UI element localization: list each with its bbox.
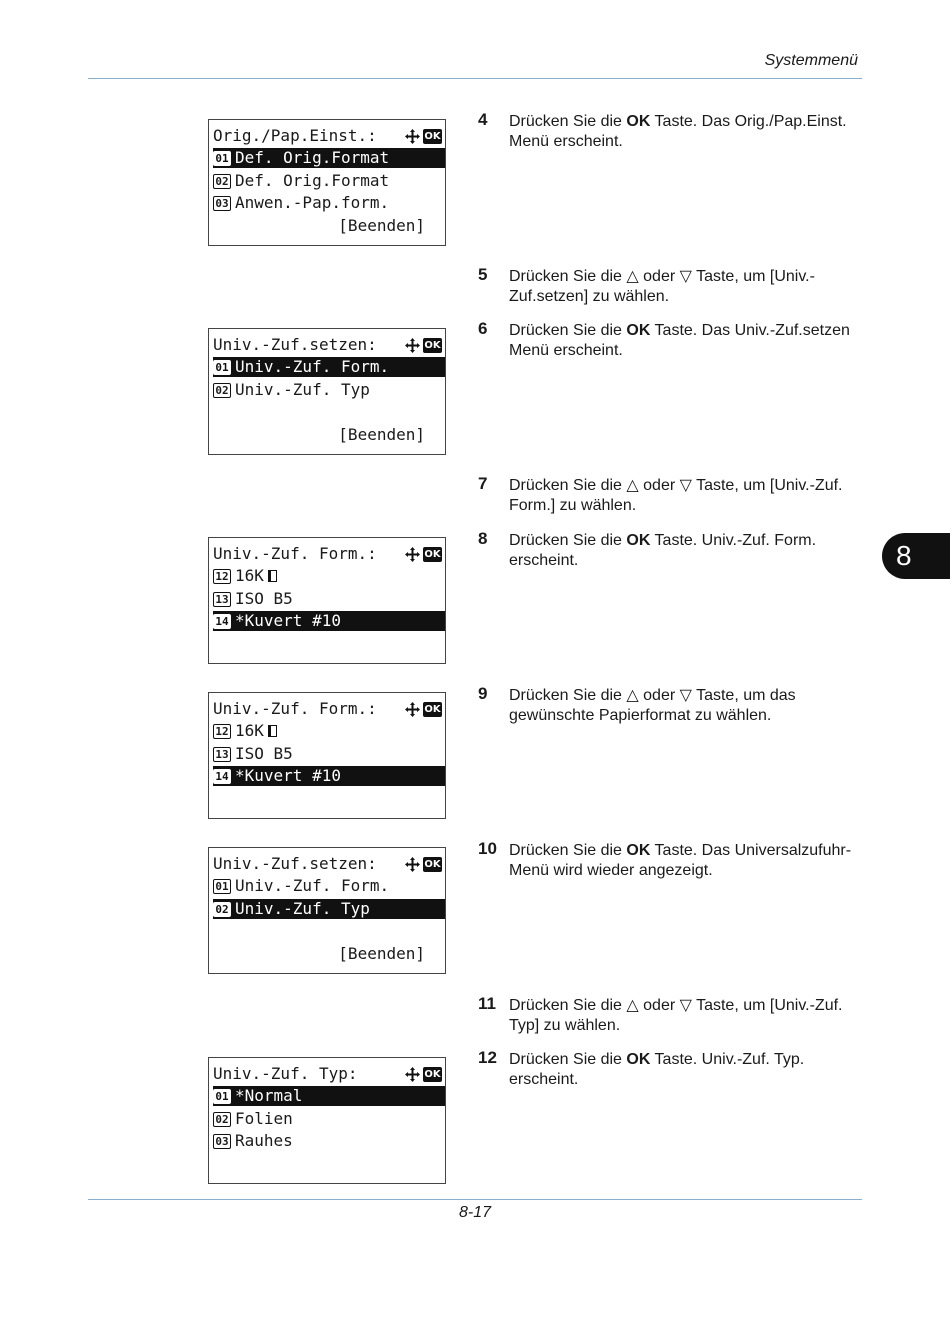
running-header: Systemmenü — [764, 52, 858, 69]
exit-label: [Beenden] — [338, 216, 425, 235]
step-number: 4 — [478, 110, 488, 129]
lcd-screen — [208, 119, 446, 246]
menu-item-number: 03 — [213, 196, 231, 211]
lcd-screen — [208, 847, 446, 974]
menu-item-label: Univ.-Zuf. Typ — [235, 899, 370, 918]
lcd-screen — [208, 1057, 446, 1184]
menu-item-number: 03 — [213, 1134, 231, 1149]
menu-item-number: 12 — [213, 569, 231, 584]
menu-item-number: 01 — [213, 879, 231, 894]
lcd-menu-item — [213, 193, 445, 213]
step-number: 10 — [478, 839, 497, 858]
menu-item-number: 14 — [213, 769, 231, 784]
menu-item-label: Anwen.-Pap.form. — [235, 193, 390, 212]
lcd-title: Univ.-Zuf.setzen: — [213, 854, 377, 873]
ok-key-icon: OK — [424, 548, 441, 560]
menu-item-number: 13 — [213, 747, 231, 762]
lcd-menu-item — [213, 357, 445, 377]
step-number: 7 — [478, 474, 488, 493]
menu-item-label: Univ.-Zuf. Typ — [235, 380, 370, 399]
lcd-menu-item — [213, 380, 445, 400]
lcd-title: Univ.-Zuf. Typ: — [213, 1064, 358, 1083]
paper-orientation-icon — [268, 725, 277, 737]
lcd-screen — [208, 692, 446, 819]
lcd-nav-icons — [404, 545, 442, 563]
lcd-menu-item — [213, 566, 445, 586]
step-text: Drücken Sie die OK Taste. Das Orig./Pap.Einst. Menü erscheint. — [509, 113, 847, 150]
lcd-title: Univ.-Zuf. Form.: — [213, 699, 377, 718]
step-number: 12 — [478, 1048, 497, 1067]
lcd-nav-icons — [404, 127, 442, 145]
chapter-tab: 8 — [882, 533, 950, 579]
step-text: Drücken Sie die △ oder ▽ Taste, um [Univ.-Zuf. Typ] zu wählen. — [509, 997, 843, 1034]
four-way-arrow-icon — [404, 128, 421, 145]
ok-key-icon: OK — [424, 703, 441, 715]
four-way-arrow-icon — [404, 337, 421, 354]
step-number: 8 — [478, 529, 488, 548]
step-number: 5 — [478, 265, 488, 284]
ok-key-label: OK — [626, 842, 651, 859]
lcd-footer — [213, 944, 445, 964]
four-way-arrow-icon — [404, 1066, 421, 1083]
lcd-menu-item — [213, 766, 445, 786]
lcd-menu-item — [213, 876, 445, 896]
lcd-menu-item — [213, 589, 445, 609]
lcd-nav-icons — [404, 1065, 442, 1083]
menu-item-number: 01 — [213, 360, 231, 375]
menu-item-number: 02 — [213, 1112, 231, 1127]
step-text: Drücken Sie die OK Taste. Das Univ.-Zuf.setzen Menü erscheint. — [509, 322, 850, 359]
lcd-title: Orig./Pap.Einst.: — [213, 126, 377, 145]
lcd-menu-item — [213, 171, 445, 191]
menu-item-label: Def. Orig.Format — [235, 171, 390, 190]
menu-item-label: Univ.-Zuf. Form. — [235, 357, 390, 376]
lcd-menu-item — [213, 1086, 445, 1106]
step-text: Drücken Sie die OK Taste. Univ.-Zuf. Typ. erscheint. — [509, 1051, 805, 1088]
header-rule — [88, 78, 862, 79]
lcd-footer — [213, 425, 445, 445]
step-text: Drücken Sie die △ oder ▽ Taste, um [Univ.-Zuf.setzen] zu wählen. — [509, 268, 815, 305]
step-number: 9 — [478, 684, 488, 703]
four-way-arrow-icon — [404, 856, 421, 873]
menu-item-label: *Normal — [235, 1086, 303, 1105]
footer-rule — [88, 1199, 862, 1200]
menu-item-number: 02 — [213, 902, 231, 917]
lcd-menu-item — [213, 721, 445, 741]
menu-item-number: 12 — [213, 724, 231, 739]
menu-item-label: 16K — [235, 566, 264, 585]
exit-label: [Beenden] — [338, 944, 425, 963]
menu-item-label: ISO B5 — [235, 589, 293, 608]
menu-item-label: ISO B5 — [235, 744, 293, 763]
step-text: Drücken Sie die △ oder ▽ Taste, um das gewünschte Papierformat zu wählen. — [509, 687, 796, 724]
step-text: Drücken Sie die △ oder ▽ Taste, um [Univ.-Zuf. Form.] zu wählen. — [509, 477, 843, 514]
lcd-footer — [213, 216, 445, 236]
ok-key-label: OK — [626, 532, 651, 549]
menu-item-number: 01 — [213, 1089, 231, 1104]
menu-item-label: Univ.-Zuf. Form. — [235, 876, 390, 895]
lcd-nav-icons — [404, 855, 442, 873]
four-way-arrow-icon — [404, 701, 421, 718]
ok-key-label: OK — [626, 113, 651, 130]
menu-item-label: Folien — [235, 1109, 293, 1128]
menu-item-number: 02 — [213, 383, 231, 398]
lcd-title: Univ.-Zuf. Form.: — [213, 544, 377, 563]
lcd-screen — [208, 328, 446, 455]
step-text: Drücken Sie die OK Taste. Das Universalzufuhr-Menü wird wieder angezeigt. — [509, 842, 852, 879]
lcd-menu-item — [213, 611, 445, 631]
lcd-title: Univ.-Zuf.setzen: — [213, 335, 377, 354]
step-text: Drücken Sie die OK Taste. Univ.-Zuf. Form. erscheint. — [509, 532, 817, 569]
lcd-nav-icons — [404, 700, 442, 718]
menu-item-label: *Kuvert #10 — [235, 766, 341, 785]
menu-item-label: *Kuvert #10 — [235, 611, 341, 630]
exit-label: [Beenden] — [338, 425, 425, 444]
ok-key-label: OK — [626, 1051, 651, 1068]
menu-item-number: 02 — [213, 174, 231, 189]
ok-key-icon: OK — [424, 858, 441, 870]
lcd-menu-item — [213, 148, 445, 168]
lcd-menu-item — [213, 744, 445, 764]
lcd-screen — [208, 537, 446, 664]
ok-key-icon: OK — [424, 339, 441, 351]
menu-item-number: 13 — [213, 592, 231, 607]
menu-item-number: 01 — [213, 151, 231, 166]
lcd-nav-icons — [404, 336, 442, 354]
paper-orientation-icon — [268, 570, 277, 582]
step-number: 6 — [478, 319, 488, 338]
ok-key-icon: OK — [424, 1068, 441, 1080]
lcd-menu-item — [213, 1109, 445, 1129]
ok-key-label: OK — [626, 322, 651, 339]
ok-key-icon: OK — [424, 130, 441, 142]
page-number: 8-17 — [458, 1204, 492, 1221]
lcd-menu-item — [213, 1131, 445, 1151]
menu-item-label: Rauhes — [235, 1131, 293, 1150]
step-number: 11 — [478, 994, 496, 1013]
menu-item-label: Def. Orig.Format — [235, 148, 390, 167]
menu-item-label: 16K — [235, 721, 264, 740]
four-way-arrow-icon — [404, 546, 421, 563]
menu-item-number: 14 — [213, 614, 231, 629]
lcd-menu-item — [213, 899, 445, 919]
